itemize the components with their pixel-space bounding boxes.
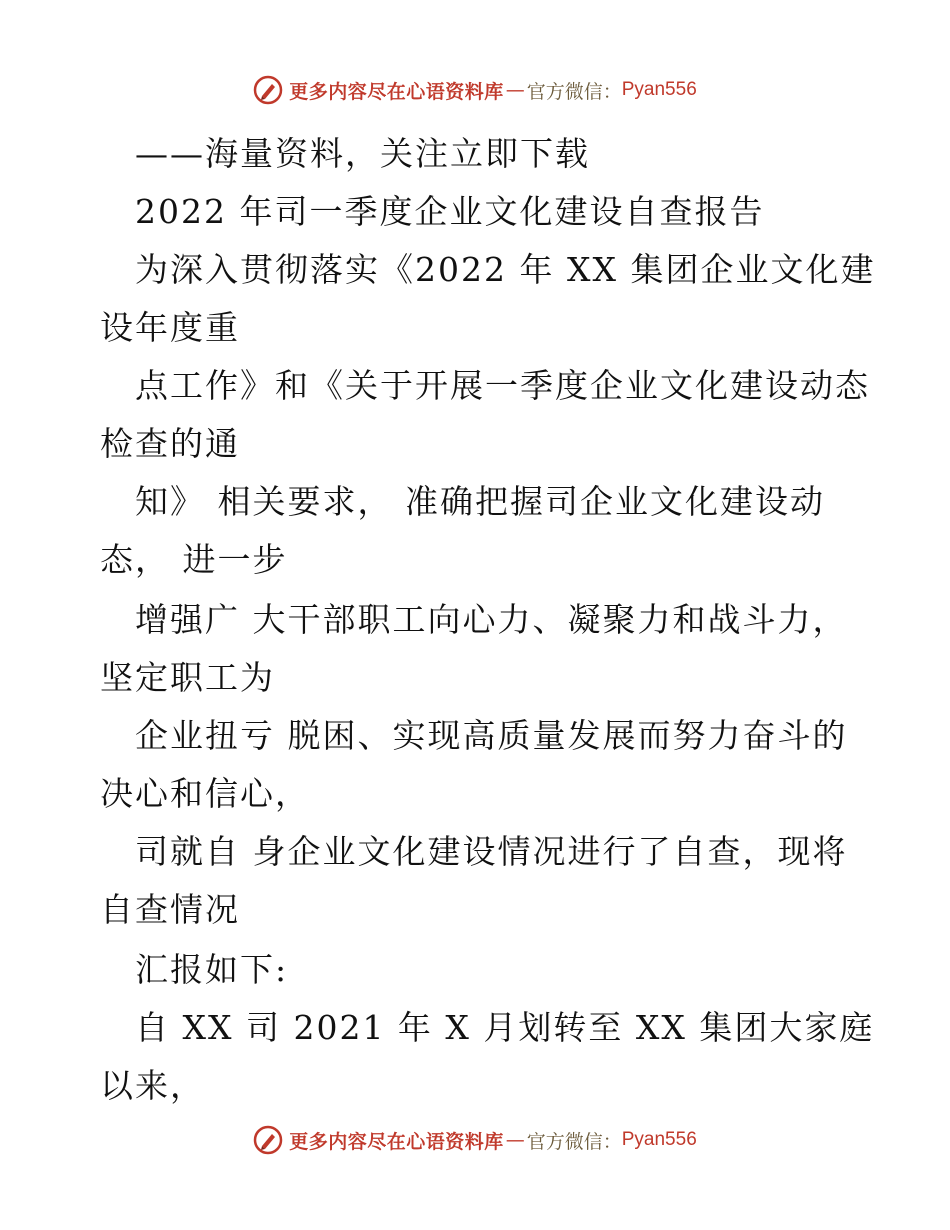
text-line: 以来， [100,1066,205,1105]
pen-logo-icon [253,75,283,105]
text-line: 企业扭亏 脱困、实现高质量发展而努力奋斗的 [135,716,848,755]
banner-wechat-id: Pyan556 [621,1129,697,1150]
text-line: 增强广 大干部职工向心力、凝聚力和战斗力， [135,600,848,639]
text-line: 自查情况 [100,890,240,929]
header-banner [0,70,950,110]
text-line: 知》 相关要求， 准确把握司企业文化建设动 [135,482,825,521]
banner-dash: — [505,79,525,101]
banner-wechat-id: Pyan556 [621,79,697,100]
text-line: 汇报如下: [135,950,289,989]
text-line: ——海量资料，关注立即下载 [135,134,590,173]
banner-official-label: 官方微信： [526,1130,622,1153]
text-line: 坚定职工为 [100,658,275,697]
text-line: 为深入贯彻落实《2022 年 XX 集团企业文化建 [135,250,876,289]
text-line: 设年度重 [100,308,240,347]
banner-title: 更多内容尽在心语资料库 [289,80,504,103]
text-line: 决心和信心， [100,774,310,813]
text-line: 2022 年司一季度企业文化建设自查报告 [135,192,765,231]
text-line: 点工作》和《关于开展一季度企业文化建设动态 [135,366,870,405]
pen-logo-icon [253,1125,283,1155]
text-line: 自 XX 司 2021 年 X 月划转至 XX 集团大家庭 [135,1008,875,1047]
banner-official-label: 官方微信： [526,80,622,103]
text-line: 司就自 身企业文化建设情况进行了自查，现将 [135,832,848,871]
text-line: 态， 进一步 [100,540,288,579]
footer-banner [0,1120,950,1160]
banner-dash: — [505,1129,525,1151]
text-line: 检查的通 [100,424,240,463]
banner-title: 更多内容尽在心语资料库 [289,1130,504,1153]
